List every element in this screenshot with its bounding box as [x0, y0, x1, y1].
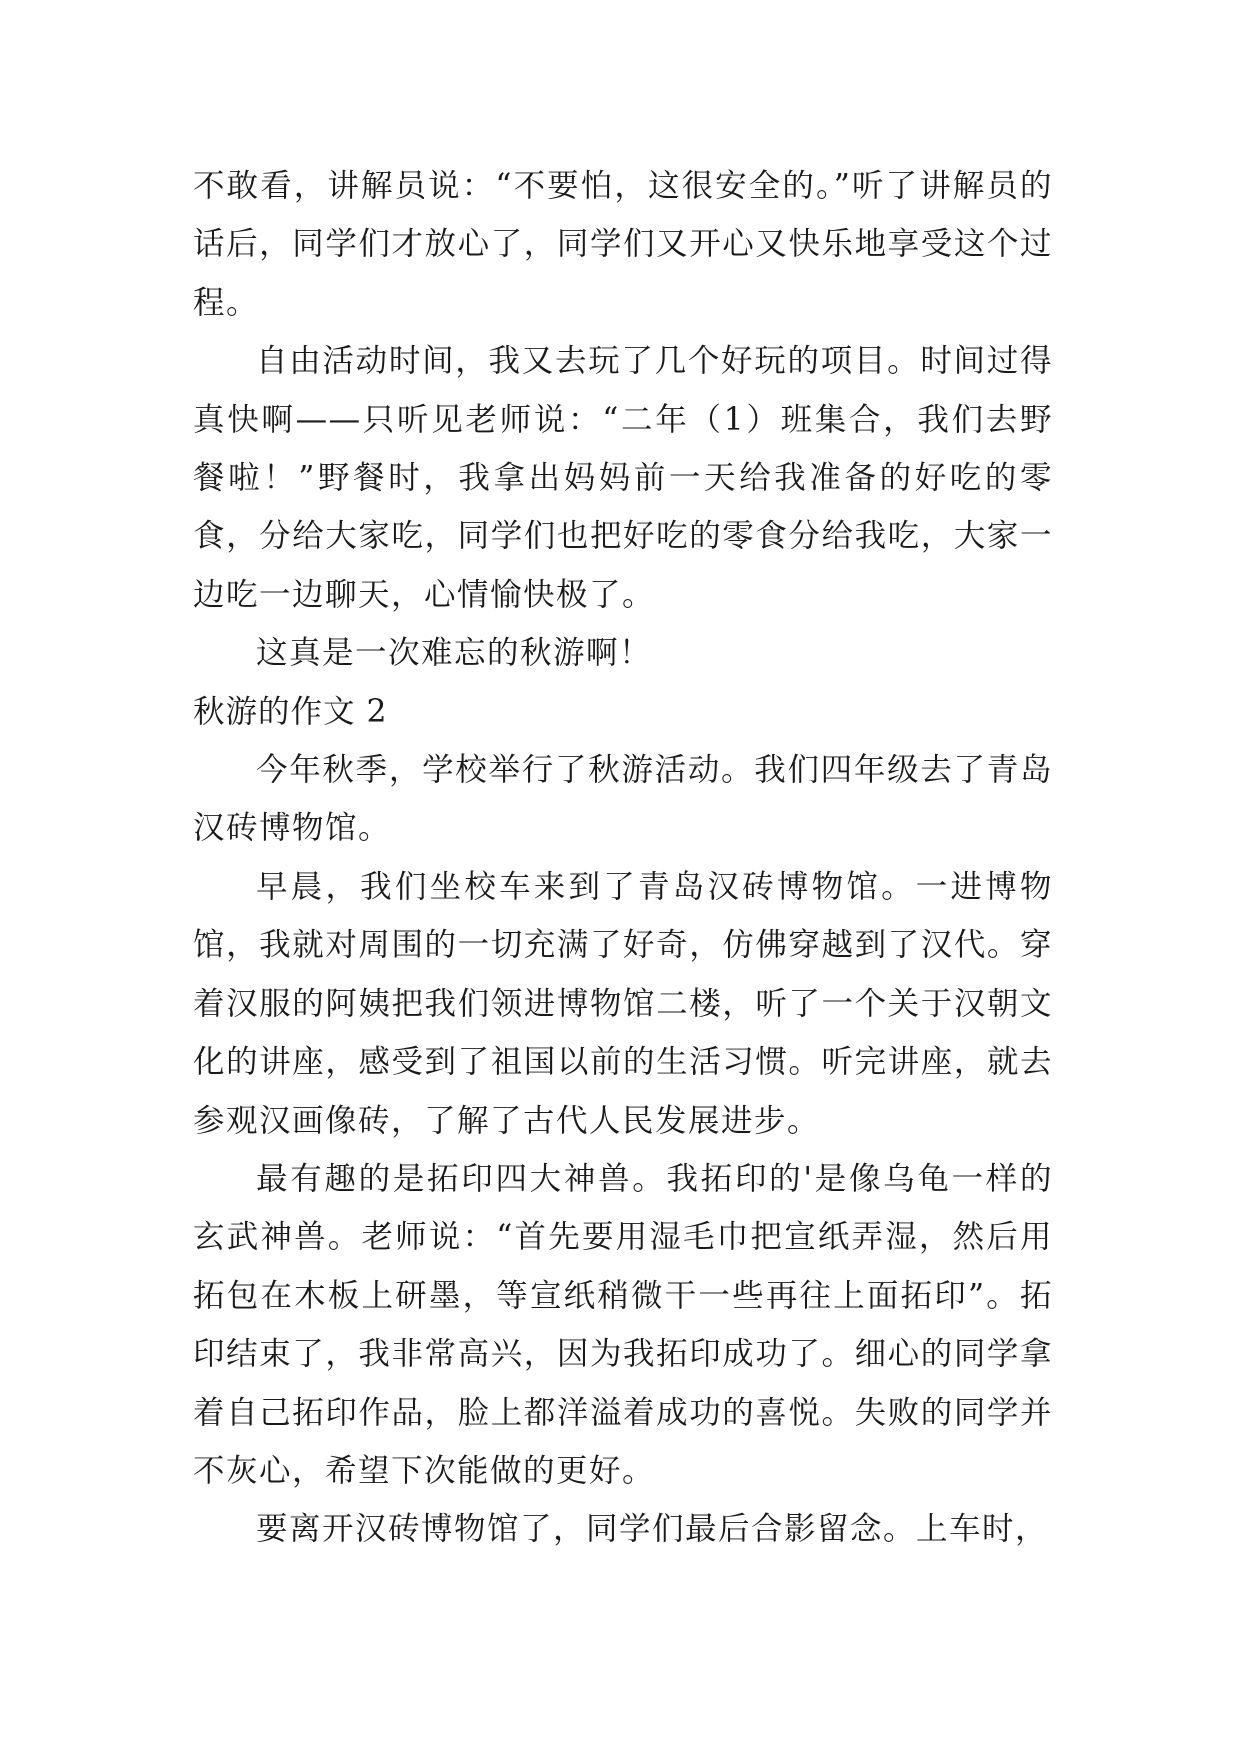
paragraph-continuation: 不敢看，讲解员说：“不要怕，这很安全的。”听了讲解员的话后，同学们才放心了，同学们又开心又快乐地享受这个过程。: [193, 168, 1053, 321]
paragraph-morning: 早晨，我们坐校车来到了青岛汉砖博物馆。一进博物馆，我就对周围的一切充满了好奇，仿佛穿越到了汉代。穿着汉服的阿姨把我们领进博物馆二楼，听了一个关于汉朝文化的讲座，感受到了祖国以前的生活习惯。听完讲座，就去参观汉画像砖，了解了古代人民发展进步。: [193, 868, 1053, 1139]
paragraph-conclusion: 这真是一次难忘的秋游啊！: [256, 635, 653, 672]
paragraph-leaving: 要离开汉砖博物馆了，同学们最后合影留念。上车时，: [256, 1511, 1049, 1548]
paragraph-rubbing: 最有趣的是拓印四大神兽。我拓印的'是像乌龟一样的玄武神兽。老师说：“首先要用湿毛巾把宣纸弄湿，然后用拓包在木板上研墨，等宣纸稍微干一些再往上面拓印”。拓印结束了，我非常高兴，因为我拓印成功了。细心的同学拿着自己拓印作品，脸上都洋溢着成功的喜悦。失败的同学并不灰心，希望下次能做的更好。: [193, 1160, 1053, 1489]
document-body: [193, 157, 1053, 1559]
paragraph-free-time: 自由活动时间，我又去玩了几个好玩的项目。时间过得真快啊——只听见老师说：“二年（1）班集合，我们去野餐啦！”野餐时，我拿出妈妈前一天给我准备的好吃的零食，分给大家吃，同学们也把好吃的零食分给我吃，大家一边吃一边聊天，心情愉快极了。: [193, 343, 1053, 613]
essay-heading: 秋游的作文 2: [193, 693, 388, 730]
paragraph-intro: 今年秋季，学校举行了秋游活动。我们四年级去了青岛汉砖博物馆。: [193, 752, 1053, 847]
